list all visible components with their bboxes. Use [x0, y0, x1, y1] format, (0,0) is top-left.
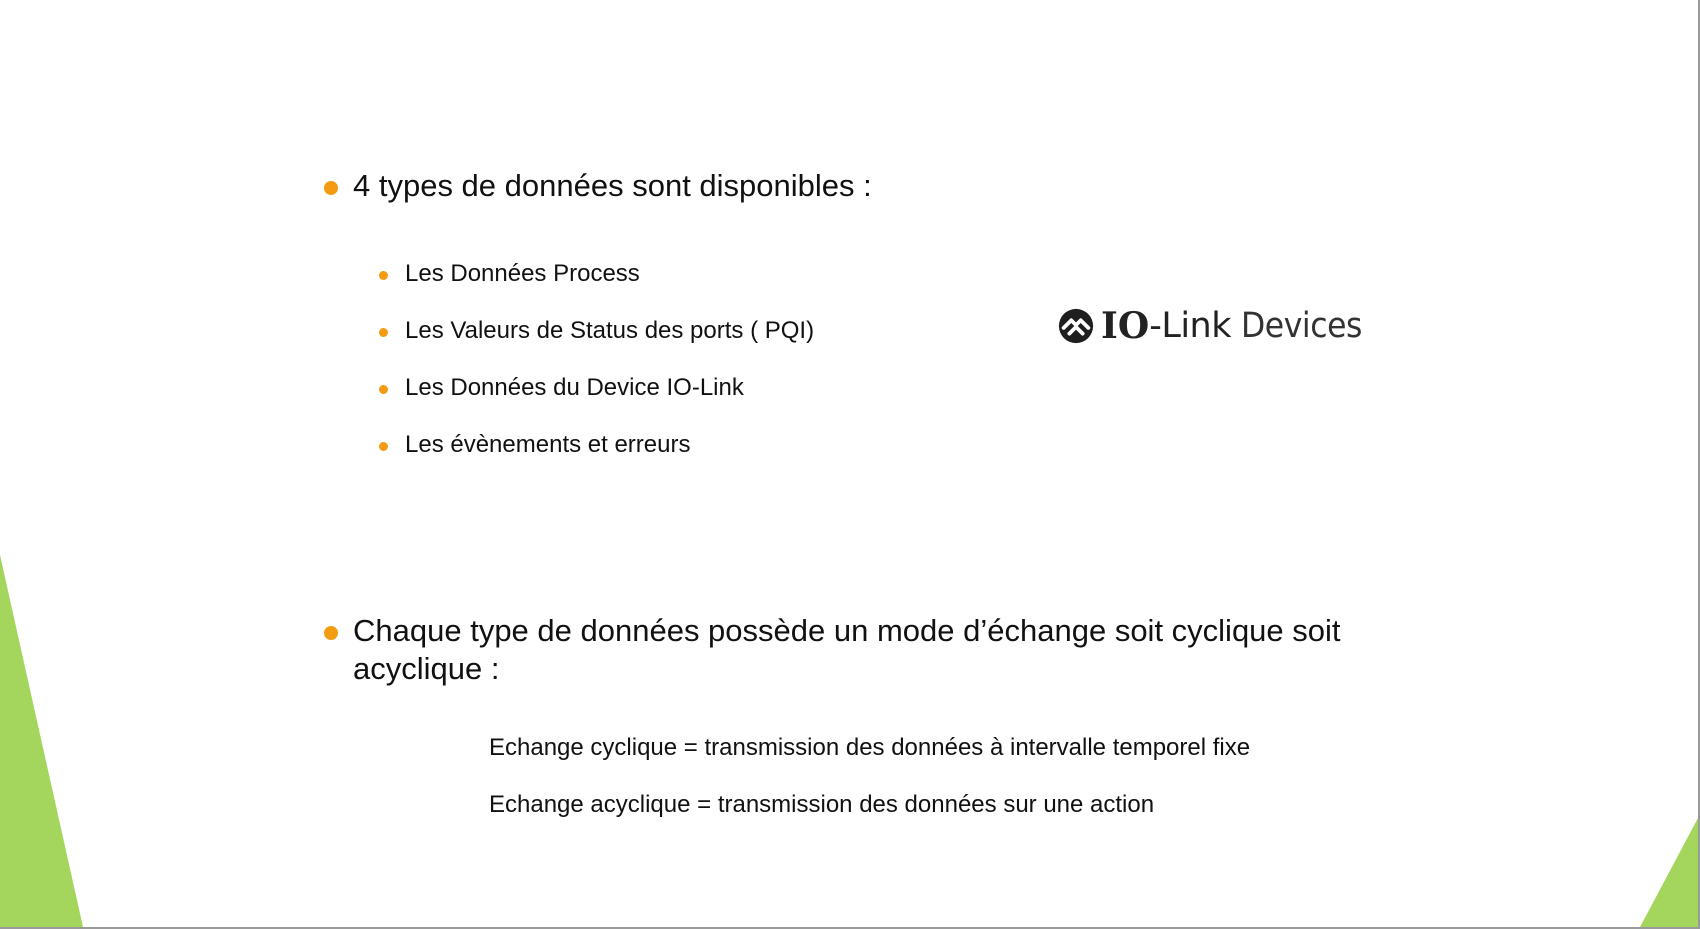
io-link-devices-logo [1057, 304, 1375, 348]
bullet-dot [324, 626, 338, 640]
list-item [405, 430, 690, 460]
bullet-exchange-mode-line2: acyclique : [353, 651, 500, 686]
logo-text-io: IO [1101, 305, 1150, 347]
bullet-data-types [353, 167, 872, 205]
right-green-triangle [1640, 818, 1698, 927]
list-item-text: Les Données du Device IO-Link [405, 374, 744, 401]
io-link-logo-icon [1057, 307, 1095, 345]
definition-cyclic: Echange cyclique = transmission des données à intervalle temporel fixe [489, 734, 1251, 761]
bullet-data-types-text: 4 types de données sont disponibles : [353, 168, 872, 203]
list-item-text: Les Valeurs de Status des ports ( PQI) [405, 317, 815, 344]
logo-text-devices: Devices [1241, 306, 1363, 346]
list-item-text: Les Données Process [405, 260, 640, 287]
left-green-triangle [0, 555, 83, 927]
list-item-text: Les évènements et erreurs [405, 431, 691, 458]
bullet-exchange-mode-line1: Chaque type de données possède un mode d’échange soit cyclique soit [353, 613, 1341, 648]
bullet-dot [379, 271, 388, 280]
bullet-dot [324, 181, 338, 195]
bullet-dot [379, 442, 388, 451]
bullet-dot [379, 328, 388, 337]
definition-acyclic: Echange acyclique = transmission des données sur une action [489, 791, 1155, 818]
bullet-dot [379, 385, 388, 394]
list-item [405, 316, 814, 346]
list-item [405, 259, 640, 289]
logo-text-link: -Link [1149, 306, 1232, 346]
list-item [405, 373, 744, 403]
bullet-exchange-mode [353, 612, 1341, 688]
